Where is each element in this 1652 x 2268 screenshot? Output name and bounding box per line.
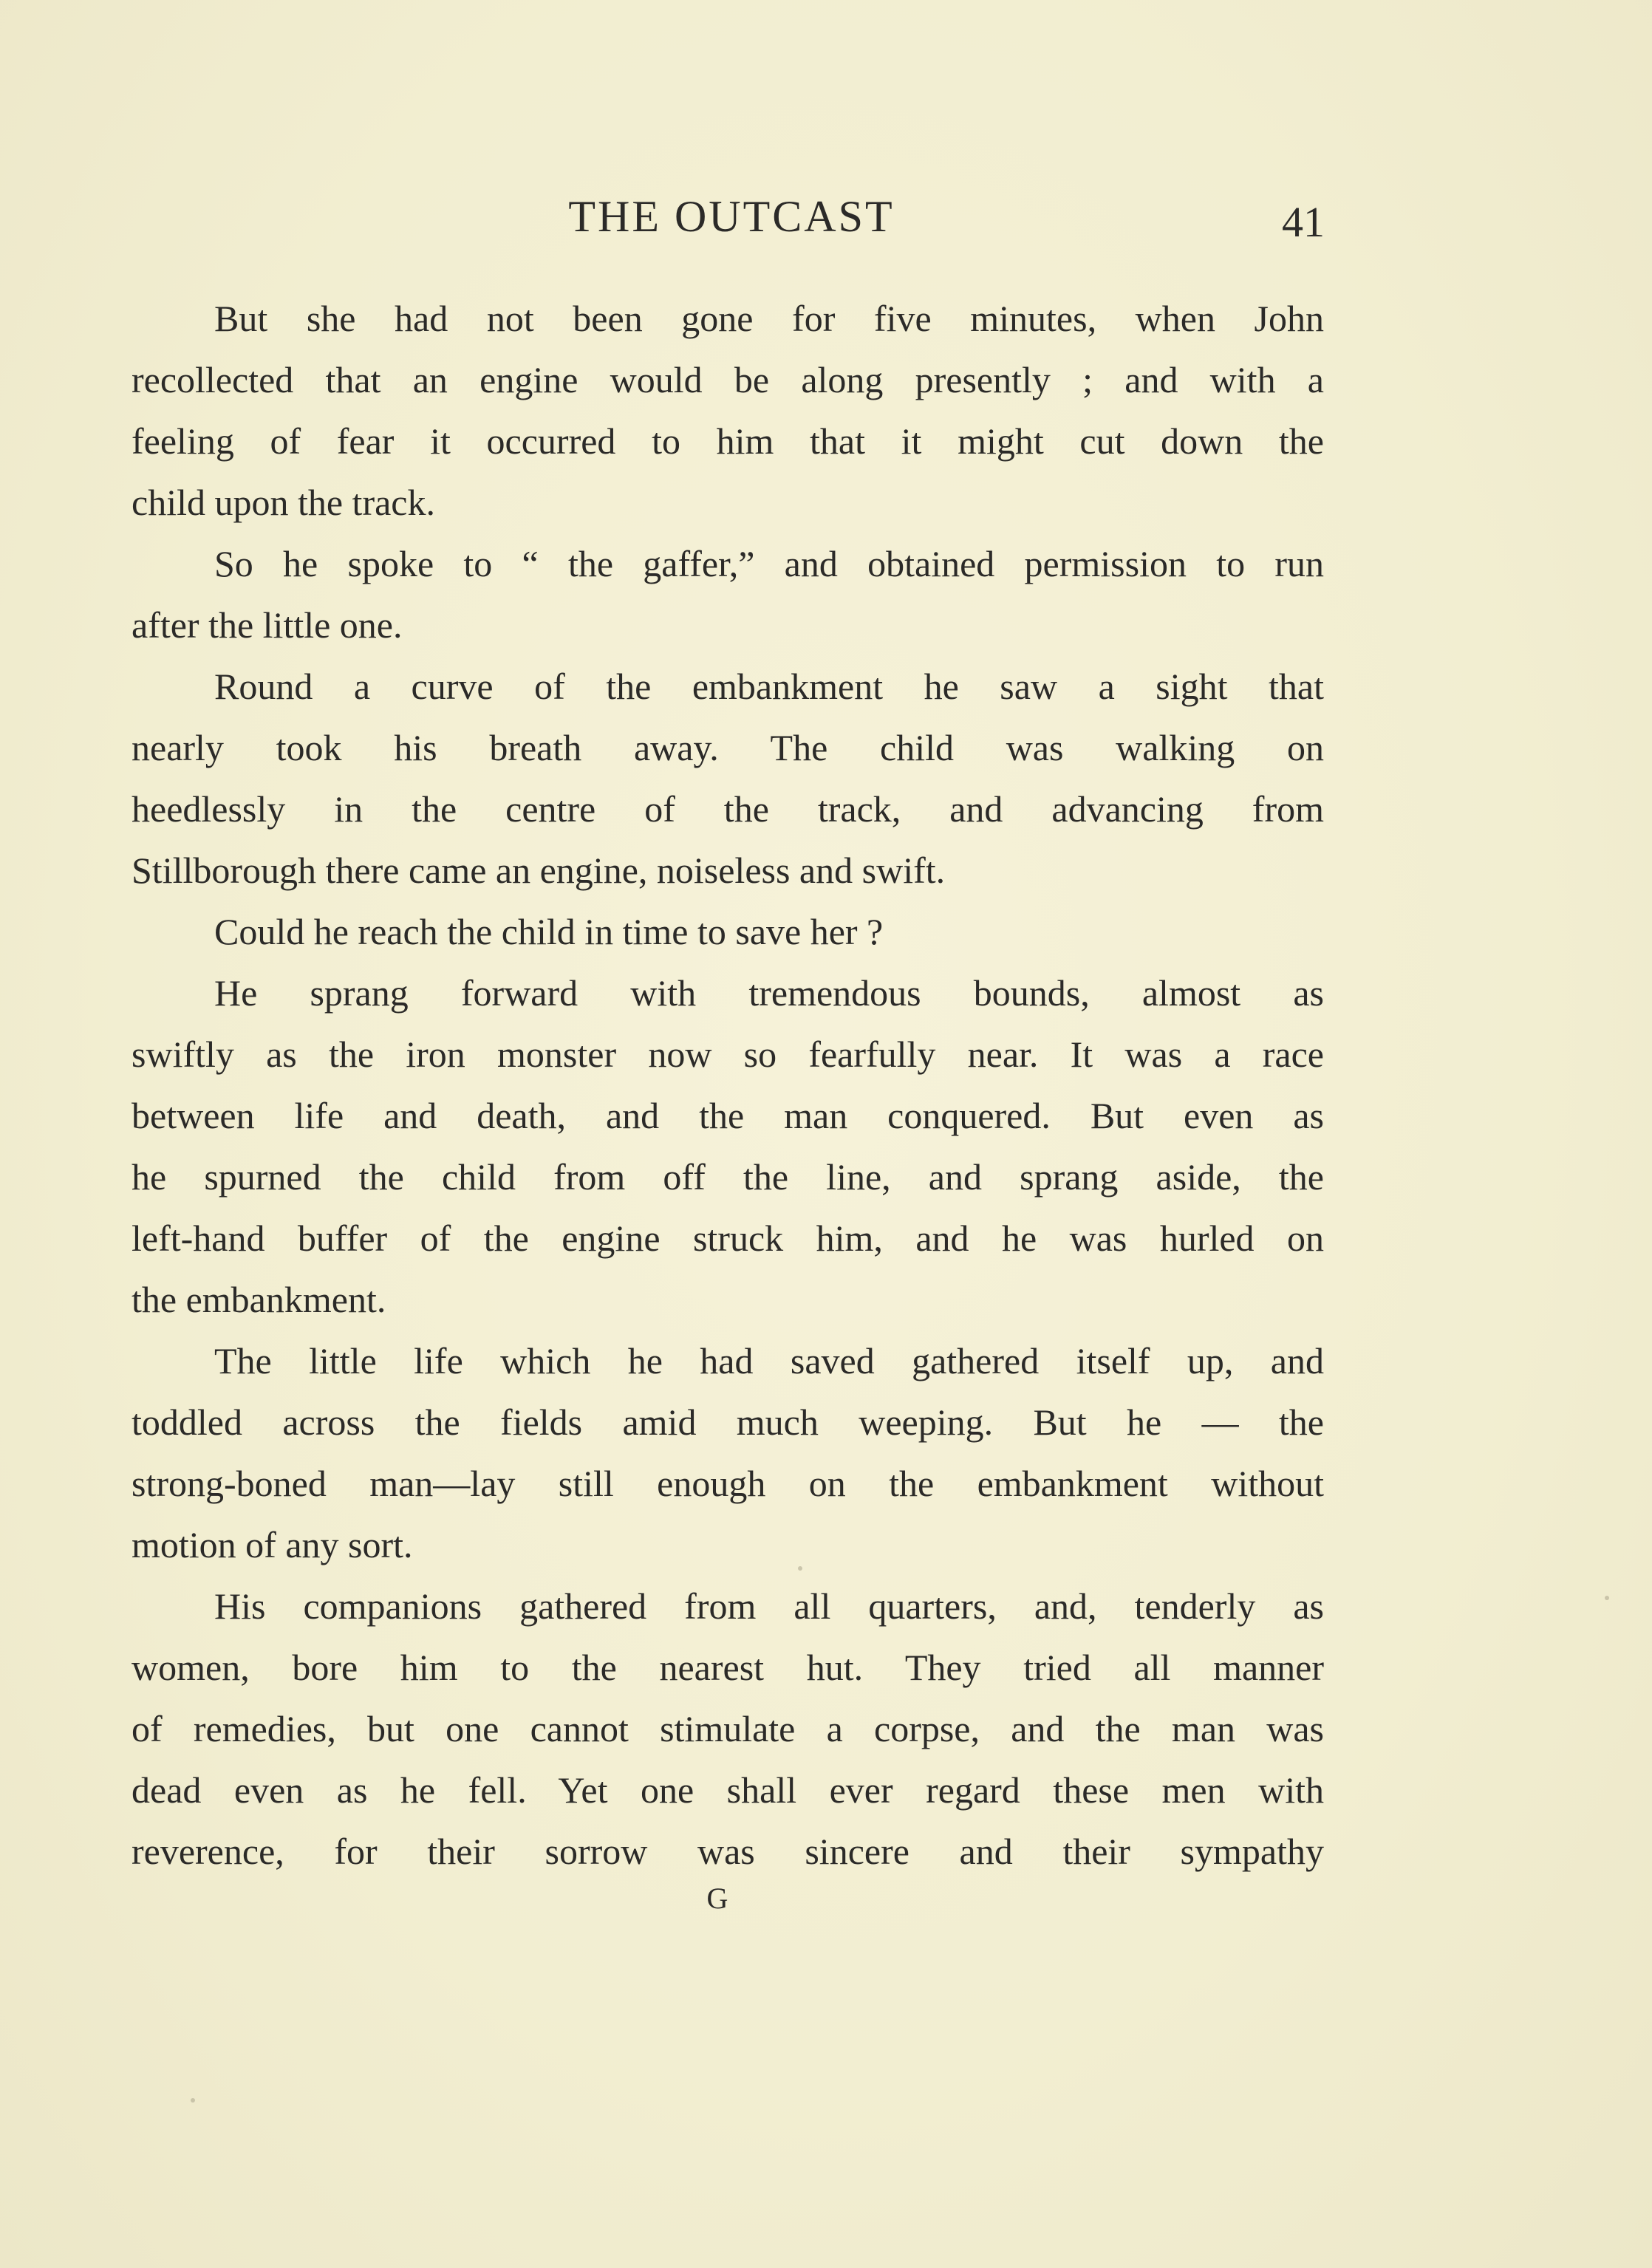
text-line: the embankment. bbox=[132, 1279, 386, 1320]
text-line: after the little one. bbox=[132, 604, 403, 646]
text-line: he spurned the child from off the line, and sprang aside, the bbox=[132, 1156, 1324, 1198]
text-line: His companions gathered from all quarters, and, tenderly as bbox=[214, 1585, 1324, 1627]
text-line: recollected that an engine would be along presently ; and with a bbox=[132, 359, 1324, 400]
signature-mark: G bbox=[706, 1882, 730, 1915]
text-line: dead even as he fell. Yet one shall ever regard these men with bbox=[132, 1769, 1324, 1811]
text-line: heedlessly in the centre of the track, and advancing from bbox=[132, 788, 1324, 830]
text-line: So he spoke to “ the gaffer,” and obtained permission to run bbox=[214, 543, 1324, 584]
text-line: motion of any sort. bbox=[132, 1524, 413, 1565]
text-line: left-hand buffer of the engine struck him, and he was hurled on bbox=[132, 1217, 1324, 1259]
text-line: Could he reach the child in time to save her ? bbox=[214, 911, 884, 952]
running-title: THE OUTCAST bbox=[568, 192, 895, 241]
text-line: Round a curve of the embankment he saw a sight that bbox=[214, 666, 1324, 707]
text-line: He sprang forward with tremendous bounds, almost as bbox=[214, 972, 1324, 1014]
running-head bbox=[0, 191, 1652, 246]
text-line: swiftly as the iron monster now so fearfully near. It was a race bbox=[132, 1034, 1324, 1075]
body-text bbox=[132, 288, 1324, 1882]
text-line: nearly took his breath away. The child was walking on bbox=[132, 727, 1324, 768]
text-line: strong-boned man—lay still enough on the embankment without bbox=[132, 1463, 1324, 1504]
text-line: child upon the track. bbox=[132, 482, 435, 523]
text-line: The little life which he had saved gathered itself up, and bbox=[214, 1340, 1324, 1381]
text-line: toddled across the fields amid much weeping. But he — the bbox=[132, 1401, 1324, 1443]
text-line: But she had not been gone for five minutes, when John bbox=[214, 298, 1324, 339]
paper-speck bbox=[798, 1566, 802, 1571]
text-line: Stillborough there came an engine, noiseless and swift. bbox=[132, 850, 946, 891]
page-number: 41 bbox=[1282, 198, 1325, 246]
text-line: reverence, for their sorrow was sincere and their sympathy bbox=[132, 1831, 1324, 1872]
text-line: women, bore him to the nearest hut. They tried all manner bbox=[132, 1647, 1324, 1688]
text-line: feeling of fear it occurred to him that it might cut down the bbox=[132, 420, 1324, 462]
text-line: between life and death, and the man conquered. But even as bbox=[132, 1095, 1324, 1136]
paper-speck bbox=[191, 2098, 195, 2103]
paper-speck bbox=[1605, 1596, 1609, 1600]
text-line: of remedies, but one cannot stimulate a corpse, and the man was bbox=[132, 1708, 1324, 1749]
